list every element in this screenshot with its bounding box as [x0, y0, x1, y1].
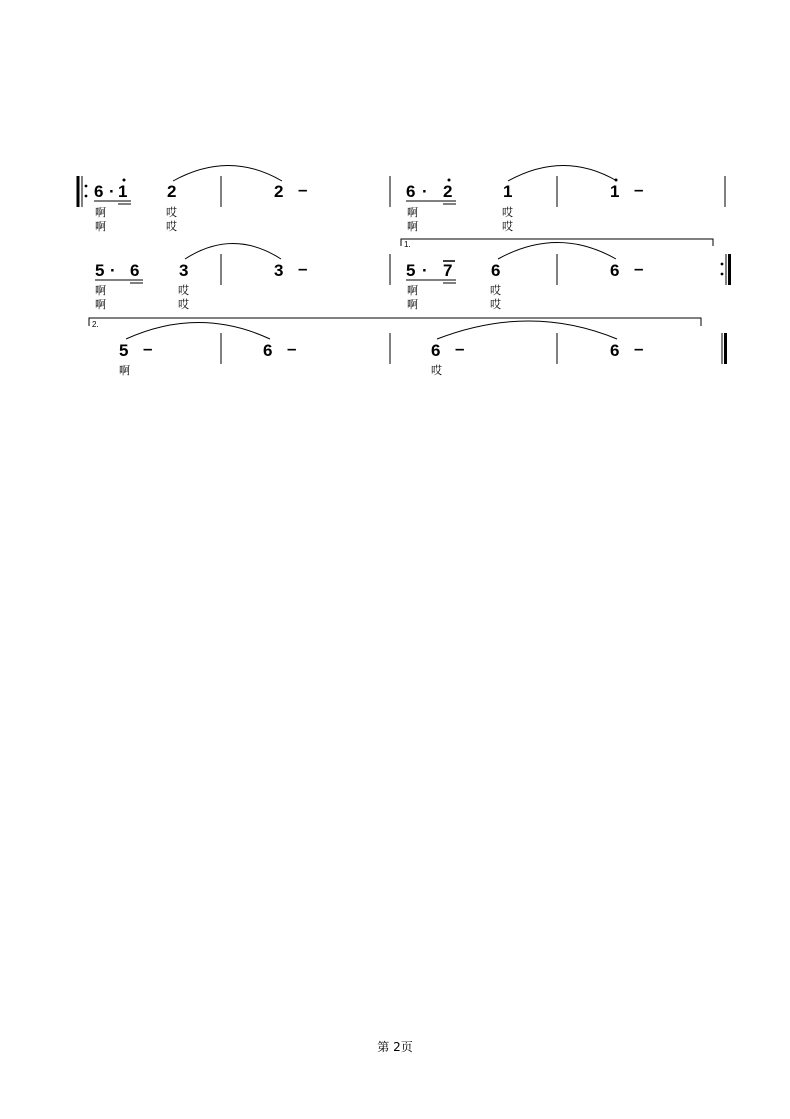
- note: 6: [431, 341, 441, 360]
- note: 2: [274, 182, 284, 201]
- note: 5: [95, 261, 105, 280]
- note: 6: [610, 341, 620, 360]
- note: 2: [167, 182, 177, 201]
- volta-label: 2.: [92, 320, 99, 329]
- high-octave-dot: [123, 179, 126, 182]
- note: 7: [443, 261, 453, 280]
- dot: ·: [109, 182, 115, 201]
- lyric: 啊: [95, 206, 106, 219]
- lyric: 啊: [407, 206, 418, 219]
- tie-slur: [173, 166, 282, 182]
- score-row-2: [95, 239, 730, 311]
- note: 1: [503, 182, 513, 201]
- lyric: 哎: [502, 220, 513, 233]
- score-row-1: [78, 166, 725, 234]
- page-number: 2页: [393, 1040, 413, 1054]
- dash: –: [143, 339, 153, 358]
- lyric: 啊: [95, 284, 106, 297]
- dash: –: [634, 180, 644, 199]
- note: 6: [491, 261, 501, 280]
- tie-slur: [185, 244, 281, 260]
- dot: ·: [422, 182, 428, 201]
- dash: –: [455, 339, 465, 358]
- lyric: 啊: [407, 284, 418, 297]
- end-repeat-sign: [721, 254, 730, 285]
- slur: [437, 321, 617, 339]
- note: 6: [263, 341, 273, 360]
- dot: ·: [110, 261, 116, 280]
- lyric: 啊: [407, 298, 418, 311]
- note: 6: [406, 182, 416, 201]
- note: 5: [119, 341, 129, 360]
- dash: –: [298, 259, 308, 278]
- slur: [126, 323, 270, 340]
- note: 3: [274, 261, 284, 280]
- dash: –: [298, 180, 308, 199]
- dash: –: [634, 339, 644, 358]
- lyric: 啊: [407, 220, 418, 233]
- lyric: 哎: [431, 364, 442, 377]
- dash: –: [634, 259, 644, 278]
- lyric: 哎: [178, 298, 189, 311]
- note: 1: [118, 182, 128, 201]
- note: 6: [94, 182, 104, 201]
- page-footer: [0, 1038, 790, 1055]
- start-repeat-sign: [78, 176, 87, 207]
- lyric: 啊: [95, 298, 106, 311]
- final-bar-line: [722, 333, 726, 364]
- lyric: 啊: [95, 220, 106, 233]
- note: 6: [610, 261, 620, 280]
- dot: ·: [422, 261, 428, 280]
- note: 2: [443, 182, 453, 201]
- lyric: 哎: [166, 206, 177, 219]
- dash: –: [287, 339, 297, 358]
- page-number-prefix: 第: [377, 1040, 390, 1054]
- note: 6: [130, 261, 140, 280]
- lyric: 哎: [166, 220, 177, 233]
- lyric: 哎: [490, 298, 501, 311]
- lyric: 哎: [490, 284, 501, 297]
- lyric: 哎: [178, 284, 189, 297]
- note: 5: [406, 261, 416, 280]
- score-row-3: [89, 318, 726, 377]
- lyric: 哎: [502, 206, 513, 219]
- volta-bracket-2: [89, 318, 701, 326]
- note: 3: [179, 261, 189, 280]
- high-octave-dot: [448, 179, 451, 182]
- volta-label: 1.: [404, 240, 411, 249]
- note: 1: [610, 182, 620, 201]
- tie-slur: [508, 166, 617, 182]
- lyric: 啊: [119, 364, 130, 377]
